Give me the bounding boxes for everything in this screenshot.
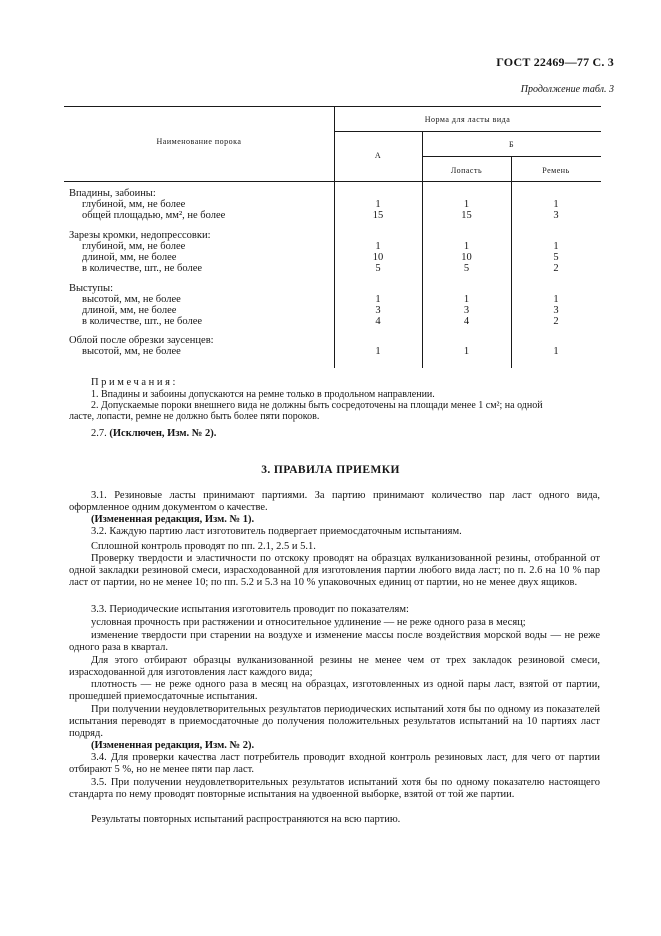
clause-3-5-results: Результаты повторных испытаний распространяются на всю партию. — [91, 814, 401, 825]
value-blade: 1 — [463, 199, 470, 210]
table-header-rule — [334, 131, 601, 132]
clause-3-2-hardness: Проверку твердости и эластичности по отскоку проводят на образцах вулканизованной резины, отобранной от одной закладки резиновой смеси, израсходованной для изготовления партии любого вида ласт; по п. 2.6 на 10 % пар ласт от партии, но не менее 10; по пп. 5.2 и 5.3 на 10 % упаковочных единиц от партии, но не менее двух ящиков. — [69, 553, 600, 588]
value-strap: 3 — [553, 305, 559, 316]
note-2-continued: ласте, лопасти, ремне не должно быть более пяти пороков. — [69, 411, 320, 422]
header-norm: Норма для ласты вида — [424, 115, 511, 124]
value-a: 4 — [375, 316, 381, 327]
value-a: 1 — [375, 294, 381, 305]
edition-note: (Измененная редакция, Изм. № 2). — [91, 740, 255, 751]
row-label: в количестве, шт., не более — [82, 316, 203, 327]
group-title: Впадины, забоины: — [69, 188, 156, 199]
table-header-bottom-rule — [64, 181, 601, 182]
value-strap: 1 — [553, 346, 559, 357]
value-strap: 1 — [553, 199, 559, 210]
value-a: 5 — [375, 263, 381, 274]
clause-3-3-item-a: условная прочность при растяжении и относительное удлинение — не реже одного раза в месяц; — [91, 617, 526, 628]
value-blade: 1 — [463, 241, 470, 252]
table-top-rule — [64, 106, 601, 107]
clause-3-4: 3.4. Для проверки качества ласт потребитель проводит входной контроль резиновых ласт, для чего от партии отбирают 5 %, но не менее пяти пар ласт. — [69, 752, 600, 775]
header-blade: Лопасть — [450, 166, 483, 175]
value-blade: 15 — [461, 210, 472, 221]
edition-note: (Измененная редакция, Изм. № 1). — [91, 514, 255, 525]
header-type-b: Б — [508, 140, 515, 149]
value-blade: 3 — [463, 305, 470, 316]
clause-excluded-note: (Исключен, Изм. № 2). — [109, 428, 217, 439]
note-2: 2. Допускаемые пороки внешнего вида не должны быть сосредоточены на площади менее 1 см²; на одной — [91, 400, 543, 411]
clause-3-3-item-e: При получении неудовлетворительных результатов периодических испытаний хотя бы по одному из показателей испытания переводят в приемосдаточные до получения положительных результатов испытаний на 10 партиях ласт подряд. — [69, 704, 600, 739]
value-a: 15 — [372, 210, 384, 221]
clause-3-2-continuous: Сплошной контроль проводят по пп. 2.1, 2.5 и 5.1. — [91, 541, 316, 552]
group-title: Зарезы кромки, недопрессовки: — [69, 230, 211, 241]
value-a: 1 — [375, 241, 381, 252]
clause-3-3: 3.3. Периодические испытания изготовитель проводит по показателям: — [91, 604, 409, 615]
row-label: высотой, мм, не более — [82, 346, 181, 357]
value-blade: 1 — [463, 346, 470, 357]
row-label: длиной, мм, не более — [82, 305, 177, 316]
clause-3-3-item-b: изменение твердости при старении на воздухе и изменение массы после воздействия морской воды — не реже одного раза в квартал. — [69, 630, 600, 653]
value-blade: 1 — [463, 294, 470, 305]
value-a: 3 — [375, 305, 381, 316]
group-title: Облой после обрезки заусенцев: — [69, 335, 214, 346]
value-strap: 1 — [553, 241, 559, 252]
clause-3-5: 3.5. При получении неудовлетворительных результатов испытаний хотя бы по одному показателю настоящего стандарта по нему проводят повторные испытания на удвоенной выборке, взятой от той же партии. — [69, 777, 600, 800]
header-type-a: А — [374, 151, 382, 160]
clause-number: 2.7. — [91, 428, 107, 439]
value-strap: 2 — [553, 316, 559, 327]
row-label: общей площадью, мм², не более — [82, 210, 226, 221]
row-label: высотой, мм, не более — [82, 294, 181, 305]
group-title: Выступы: — [69, 283, 114, 294]
note-1: 1. Впадины и забоины допускаются на ремне только в продольном направлении. — [91, 389, 435, 400]
value-blade: 5 — [463, 263, 470, 274]
value-blade: 10 — [461, 252, 472, 263]
table-continuation-label: Продолжение табл. 3 — [520, 84, 614, 95]
value-a: 1 — [375, 346, 381, 357]
row-label: длиной, мм, не более — [82, 252, 177, 263]
row-label: глубиной, мм, не более — [82, 241, 186, 252]
clause-3-1: 3.1. Резиновые ласты принимают партиями. За партию принимают количество пар ласт одного вида, оформленное одним документом о качестве. — [69, 490, 600, 513]
row-label: в количестве, шт., не более — [82, 263, 203, 274]
clause-3-2: 3.2. Каждую партию ласт изготовитель подвергает приемосдаточным испытаниям. — [91, 526, 462, 537]
value-strap: 5 — [553, 252, 559, 263]
section-title: 3. ПРАВИЛА ПРИЕМКИ — [261, 464, 400, 476]
table-col-divider-1 — [334, 106, 335, 368]
header-defect-name: Наименование порока — [156, 137, 242, 146]
clause-3-3-item-c: Для этого отбирают образцы вулканизованной резины не менее чем от трех закладок резиновой смеси, израсходованной для изготовления ласт каждого вида; — [69, 655, 600, 678]
document-code: ГОСТ 22469—77 С. 3 — [496, 55, 614, 69]
value-strap: 2 — [553, 263, 559, 274]
header-strap: Ремень — [542, 166, 570, 175]
clause-2-7 — [91, 428, 216, 440]
row-label: глубиной, мм, не более — [82, 199, 186, 210]
notes-title: Примечания: — [91, 377, 179, 388]
clause-3-3-item-d: плотность — не реже одного раза в месяц на образцах, изготовленных из одной пары ласт, взятой от партии, прошедшей приемосдаточные испытания. — [69, 679, 600, 702]
value-strap: 3 — [553, 210, 559, 221]
value-strap: 1 — [553, 294, 559, 305]
value-blade: 4 — [463, 316, 470, 327]
value-a: 10 — [372, 252, 384, 263]
value-a: 1 — [375, 199, 381, 210]
